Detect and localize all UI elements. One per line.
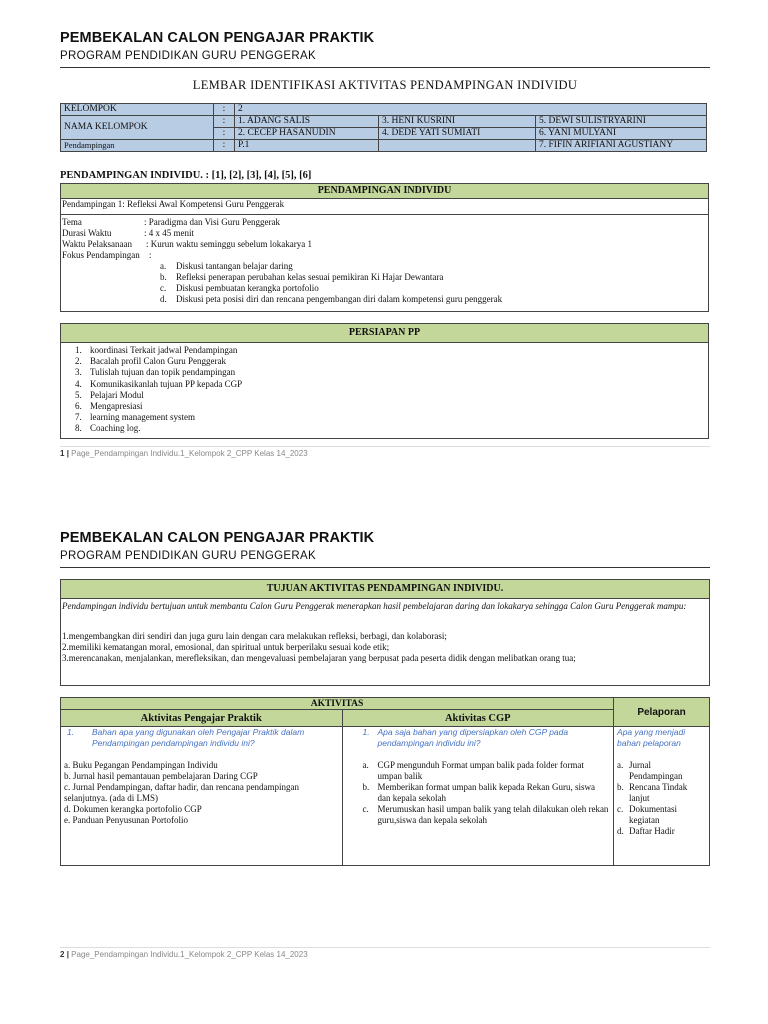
list-item: 8. Coaching log. — [75, 423, 141, 434]
pendamping-value: P.1 — [235, 140, 379, 152]
member-cell: 2. CECEP HASANUDIN — [235, 128, 379, 140]
durasi-value: : 4 x 45 menit — [144, 228, 194, 238]
info-block — [61, 215, 708, 311]
section-heading: PENDAMPINGAN INDIVIDU. : [1], [2], [3], [4], [5], [6] — [60, 170, 312, 181]
list-item: 2.memiliki kematangan moral, emosional, dan spiritual untuk berperilaku sesuai kode etik; — [62, 642, 390, 652]
list-item: c. Dokumentasi kegiatan — [617, 804, 678, 825]
page-1 — [0, 0, 768, 500]
tema-label: Tema — [62, 217, 82, 227]
pendampingan-individu-box — [60, 183, 709, 312]
box-title: PENDAMPINGAN INDIVIDU — [61, 184, 708, 199]
nama-kelompok-label: NAMA KELOMPOK — [61, 116, 214, 140]
member-cell: 3. HENI KUSRINI — [379, 116, 536, 128]
list-item: c. Merumuskan hasil umpan balik yang telah dilakukan oleh rekan guru,siswa dan kepala sekolah — [362, 804, 609, 825]
waktu-value: : Kurun waktu seminggu sebelum lokakarya 1 — [146, 239, 312, 249]
durasi-label: Durasi Waktu — [62, 228, 112, 238]
list-item: d. Daftar Hadir — [617, 826, 675, 836]
box-title: PERSIAPAN PP — [61, 324, 708, 343]
aktivitas-header: AKTIVITAS — [61, 698, 614, 710]
list-item: 3. Tulislah tujuan dan topik pendampingan — [75, 367, 236, 378]
list-item: b. Rencana Tindak lanjut — [617, 782, 688, 803]
list-item: d. Diskusi peta posisi diri dan rencana pengembangan diri dalam kompetensi guru penggerak — [160, 294, 503, 304]
list-item: b. Refleksi penerapan perubahan kelas sesuai pemikiran Ki Hajar Dewantara — [160, 272, 444, 282]
list-item: 6. Mengapresiasi — [75, 401, 143, 412]
pelaporan-question: Apa yang menjadi bahan pelaporan — [617, 727, 686, 748]
pp-question: 1. Bahan apa yang digunakan oleh Pengajar Praktik dalam Pendampingan pendampingan individu ini? — [67, 727, 305, 748]
list-item: a. Diskusi tantangan belajar daring — [160, 261, 293, 271]
fokus-colon: : — [149, 250, 152, 260]
pp-cell — [61, 727, 343, 866]
list-item: 4. Komunikasikanlah tujuan PP kepada CGP — [75, 378, 243, 389]
footer-rule — [60, 947, 710, 948]
list-item: a. Buku Pegangan Pendampingan Individu — [64, 760, 218, 770]
pendampingan-line: Pendampingan 1: Refleksi Awal Kompetensi Guru Penggerak — [61, 199, 708, 215]
list-item: 2. Bacalah profil Calon Guru Penggerak — [75, 356, 226, 367]
waktu-label: Waktu Pelaksanaan — [62, 239, 133, 249]
colon: : — [214, 116, 235, 128]
list-item: c. Diskusi pembuatan kerangka portofolio — [160, 283, 319, 293]
cgp-cell — [342, 727, 614, 866]
colon: : — [214, 140, 235, 152]
member-cell: 6. YANI MULYANI — [536, 128, 707, 140]
pelaporan-header: Pelaporan — [614, 698, 710, 727]
list-item: 5. Pelajari Modul — [75, 389, 144, 400]
list-item: 1.mengembangkan diri sendiri dan juga guru lain dengan cara melakukan refleksi, berbagi, dan kolaborasi; — [62, 631, 447, 641]
kelompok-label: KELOMPOK — [61, 104, 214, 116]
colon: : — [214, 104, 235, 116]
header-title: PEMBEKALAN CALON PENGAJAR PRAKTIK — [60, 30, 375, 46]
list-item: 1. koordinasi Terkait jadwal Pendampingan — [75, 345, 238, 355]
cgp-question: 1. Apa saja bahan yang dipersiapkan oleh CGP pada pendampingan individu ini? — [362, 727, 569, 748]
header-subtitle: PROGRAM PENDIDIKAN GURU PENGGERAK — [60, 50, 316, 62]
member-cell: 4. DEDE YATI SUMIATI — [379, 128, 536, 140]
header-subtitle: PROGRAM PENDIDIKAN GURU PENGGERAK — [60, 550, 316, 562]
persiapan-pp-box — [60, 323, 709, 439]
fokus-list — [160, 261, 700, 305]
list-item: b. Memberikan format umpan balik kepada Rekan Guru, siswa dan kepala sekolah — [362, 782, 595, 803]
aktivitas-table — [60, 697, 710, 866]
tujuan-intro: Pendampingan individu bertujuan untuk membantu Calon Guru Penggerak menerapkan hasil pembelajaran daring dan lokakarya sehingga Calon Guru Penggerak mampu: — [62, 601, 687, 611]
tema-value: : Paradigma dan Visi Guru Penggerak — [144, 217, 281, 227]
list-item: c. Jurnal Pendampingan, daftar hadir, dan rencana pendampingan selanjutnya. (ada di LMS) — [64, 782, 300, 803]
member-cell: 5. DEWI SULISTRYARINI — [536, 116, 707, 128]
list-item: a. CGP mengunduh Format umpan balik pada folder format umpan balik — [362, 760, 584, 781]
member-cell: 7. FIFIN ARIFIANI AGUSTIANY — [536, 140, 707, 152]
colon: : — [214, 128, 235, 140]
persiapan-list — [61, 343, 708, 435]
header-title: PEMBEKALAN CALON PENGAJAR PRAKTIK — [60, 530, 375, 546]
kelompok-value: 2 — [235, 104, 707, 116]
document-title: LEMBAR IDENTIFIKASI AKTIVITAS PENDAMPINGAN INDIVIDU — [192, 78, 578, 92]
list-item: 7. learning management system — [75, 412, 195, 423]
cgp-header: Aktivitas CGP — [342, 710, 614, 727]
fokus-label: Fokus Pendampingan — [62, 250, 140, 260]
header-rule — [60, 567, 710, 568]
pp-header: Aktivitas Pengajar Praktik — [61, 710, 343, 727]
list-item: e. Panduan Penyusunan Portofolio — [64, 815, 188, 825]
footer-rule — [60, 446, 710, 447]
page-footer: 2 | Page_Pendampingan Individu.1_Kelompok 2_CPP Kelas 14_2023 — [60, 950, 308, 959]
identification-table — [60, 103, 707, 152]
header-rule — [60, 67, 710, 68]
tujuan-box — [60, 579, 710, 686]
member-cell: 1. ADANG SALIS — [235, 116, 379, 128]
box-title: TUJUAN AKTIVITAS PENDAMPINGAN INDIVIDU. — [61, 580, 709, 599]
pelaporan-cell — [614, 727, 710, 866]
list-item: 3.merencanakan, menjalankan, merefleksikan, dan mengevaluasi pembelajaran yang berpusat pada peserta didik dengan melibatkan orang tua; — [62, 653, 576, 663]
page-footer: 1 | Page_Pendampingan Individu.1_Kelompok 2_CPP Kelas 14_2023 — [60, 449, 308, 458]
empty-cell — [379, 140, 536, 152]
list-item: b. Jurnal hasil pemantauan pembelajaran Daring CGP — [64, 771, 258, 781]
list-item: a. Jurnal Pendampingan — [617, 760, 683, 781]
list-item: d. Dokumen kerangka portofolio CGP — [64, 804, 202, 814]
pendamping-label: Pendampingan — [61, 140, 214, 152]
